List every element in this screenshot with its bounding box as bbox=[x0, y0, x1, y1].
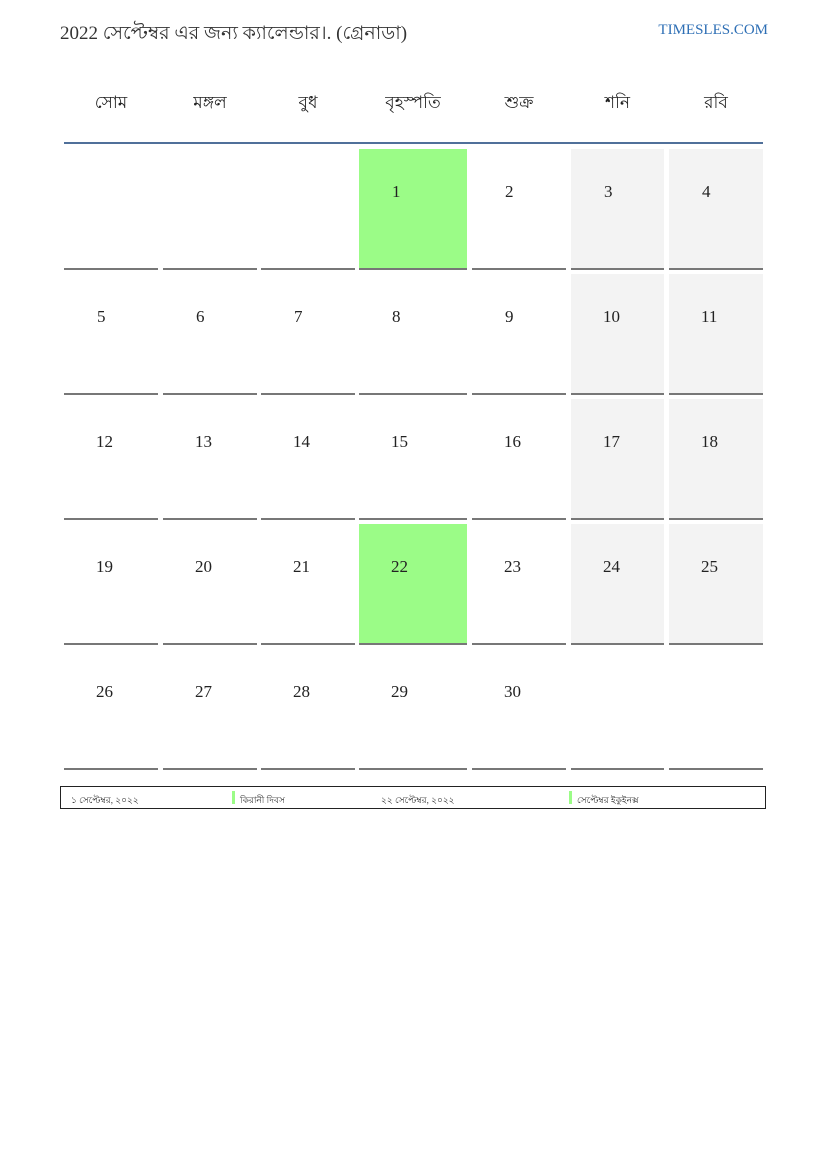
weekday-sun: রবি bbox=[704, 93, 728, 112]
day-cell-16[interactable] bbox=[472, 399, 566, 520]
day-cell-14[interactable] bbox=[261, 399, 355, 520]
empty-day-cell[interactable] bbox=[669, 649, 763, 770]
weekday-header-row bbox=[60, 80, 768, 126]
day-cell-13[interactable] bbox=[163, 399, 257, 520]
day-cell-10[interactable] bbox=[571, 274, 664, 395]
day-number: 13 bbox=[195, 432, 212, 451]
day-number: 22 bbox=[391, 557, 408, 576]
empty-day-cell[interactable] bbox=[571, 649, 664, 770]
site-link[interactable]: TIMESLES.COM bbox=[658, 22, 768, 38]
day-number: 7 bbox=[294, 307, 303, 326]
legend-date-2: ২২ সেপ্টেম্বর, ২০২২ bbox=[381, 795, 455, 805]
day-cell-9[interactable] bbox=[472, 274, 566, 395]
day-cell-1[interactable] bbox=[359, 149, 467, 270]
holiday-legend bbox=[60, 786, 766, 809]
day-cell-12[interactable] bbox=[64, 399, 158, 520]
day-number: 17 bbox=[603, 432, 620, 451]
day-number: 23 bbox=[504, 557, 521, 576]
day-number: 30 bbox=[504, 682, 521, 701]
weekday-fri: শুক্র bbox=[504, 93, 534, 112]
page-title: 2022 সেপ্টেম্বর এর জন্য ক্যালেন্ডার।. (গ্রেনাডা) bbox=[60, 23, 408, 44]
weekday-mon: সোম bbox=[94, 93, 128, 112]
day-number: 1 bbox=[392, 182, 401, 201]
day-cell-20[interactable] bbox=[163, 524, 257, 645]
day-cell-18[interactable] bbox=[669, 399, 763, 520]
day-number: 29 bbox=[391, 682, 408, 701]
day-number: 10 bbox=[603, 307, 620, 326]
day-number: 14 bbox=[293, 432, 310, 451]
legend-date-1: ১ সেপ্টেম্বর, ২০২২ bbox=[71, 795, 139, 805]
day-cell-19[interactable] bbox=[64, 524, 158, 645]
day-cell-7[interactable] bbox=[261, 274, 355, 395]
day-number: 9 bbox=[505, 307, 514, 326]
day-cell-25[interactable] bbox=[669, 524, 763, 645]
legend-swatch-2 bbox=[569, 791, 572, 804]
day-number: 26 bbox=[96, 682, 113, 701]
day-number: 20 bbox=[195, 557, 212, 576]
day-cell-17[interactable] bbox=[571, 399, 664, 520]
day-cell-3[interactable] bbox=[571, 149, 664, 270]
day-cell-28[interactable] bbox=[261, 649, 355, 770]
day-number: 15 bbox=[391, 432, 408, 451]
day-number: 19 bbox=[96, 557, 113, 576]
day-cell-8[interactable] bbox=[359, 274, 467, 395]
day-cell-30[interactable] bbox=[472, 649, 566, 770]
day-cell-29[interactable] bbox=[359, 649, 467, 770]
day-number: 16 bbox=[504, 432, 521, 451]
day-cell-23[interactable] bbox=[472, 524, 566, 645]
day-cell-4[interactable] bbox=[669, 149, 763, 270]
weekday-sat: শনি bbox=[604, 93, 631, 112]
day-number: 25 bbox=[701, 557, 718, 576]
day-number: 6 bbox=[196, 307, 205, 326]
weekday-thu: বৃহস্পতি bbox=[385, 93, 441, 112]
empty-day-cell[interactable] bbox=[261, 149, 355, 270]
day-number: 11 bbox=[701, 307, 718, 326]
day-cell-15[interactable] bbox=[359, 399, 467, 520]
day-number: 12 bbox=[96, 432, 113, 451]
day-cell-21[interactable] bbox=[261, 524, 355, 645]
legend-name-1: কিরানী দিবস bbox=[240, 795, 285, 805]
legend-swatch-1 bbox=[232, 791, 235, 804]
day-number: 4 bbox=[702, 182, 711, 201]
weekday-tue: মঙ্গল bbox=[193, 93, 227, 112]
day-number: 2 bbox=[505, 182, 514, 201]
header-rule bbox=[64, 142, 763, 144]
day-number: 27 bbox=[195, 682, 212, 701]
day-cell-27[interactable] bbox=[163, 649, 257, 770]
weekday-wed: বুধ bbox=[298, 93, 318, 112]
day-number: 8 bbox=[392, 307, 401, 326]
day-cell-11[interactable] bbox=[669, 274, 763, 395]
day-number: 5 bbox=[97, 307, 106, 326]
empty-day-cell[interactable] bbox=[64, 149, 158, 270]
day-cell-22[interactable] bbox=[359, 524, 467, 645]
day-cell-26[interactable] bbox=[64, 649, 158, 770]
empty-day-cell[interactable] bbox=[163, 149, 257, 270]
day-cell-5[interactable] bbox=[64, 274, 158, 395]
day-cell-6[interactable] bbox=[163, 274, 257, 395]
day-cell-2[interactable] bbox=[472, 149, 566, 270]
day-number: 18 bbox=[701, 432, 718, 451]
day-cell-24[interactable] bbox=[571, 524, 664, 645]
day-number: 24 bbox=[603, 557, 620, 576]
day-number: 3 bbox=[604, 182, 613, 201]
legend-name-2: সেপ্টেম্বর ইকুইনক্স bbox=[577, 795, 639, 805]
day-number: 28 bbox=[293, 682, 310, 701]
day-number: 21 bbox=[293, 557, 310, 576]
